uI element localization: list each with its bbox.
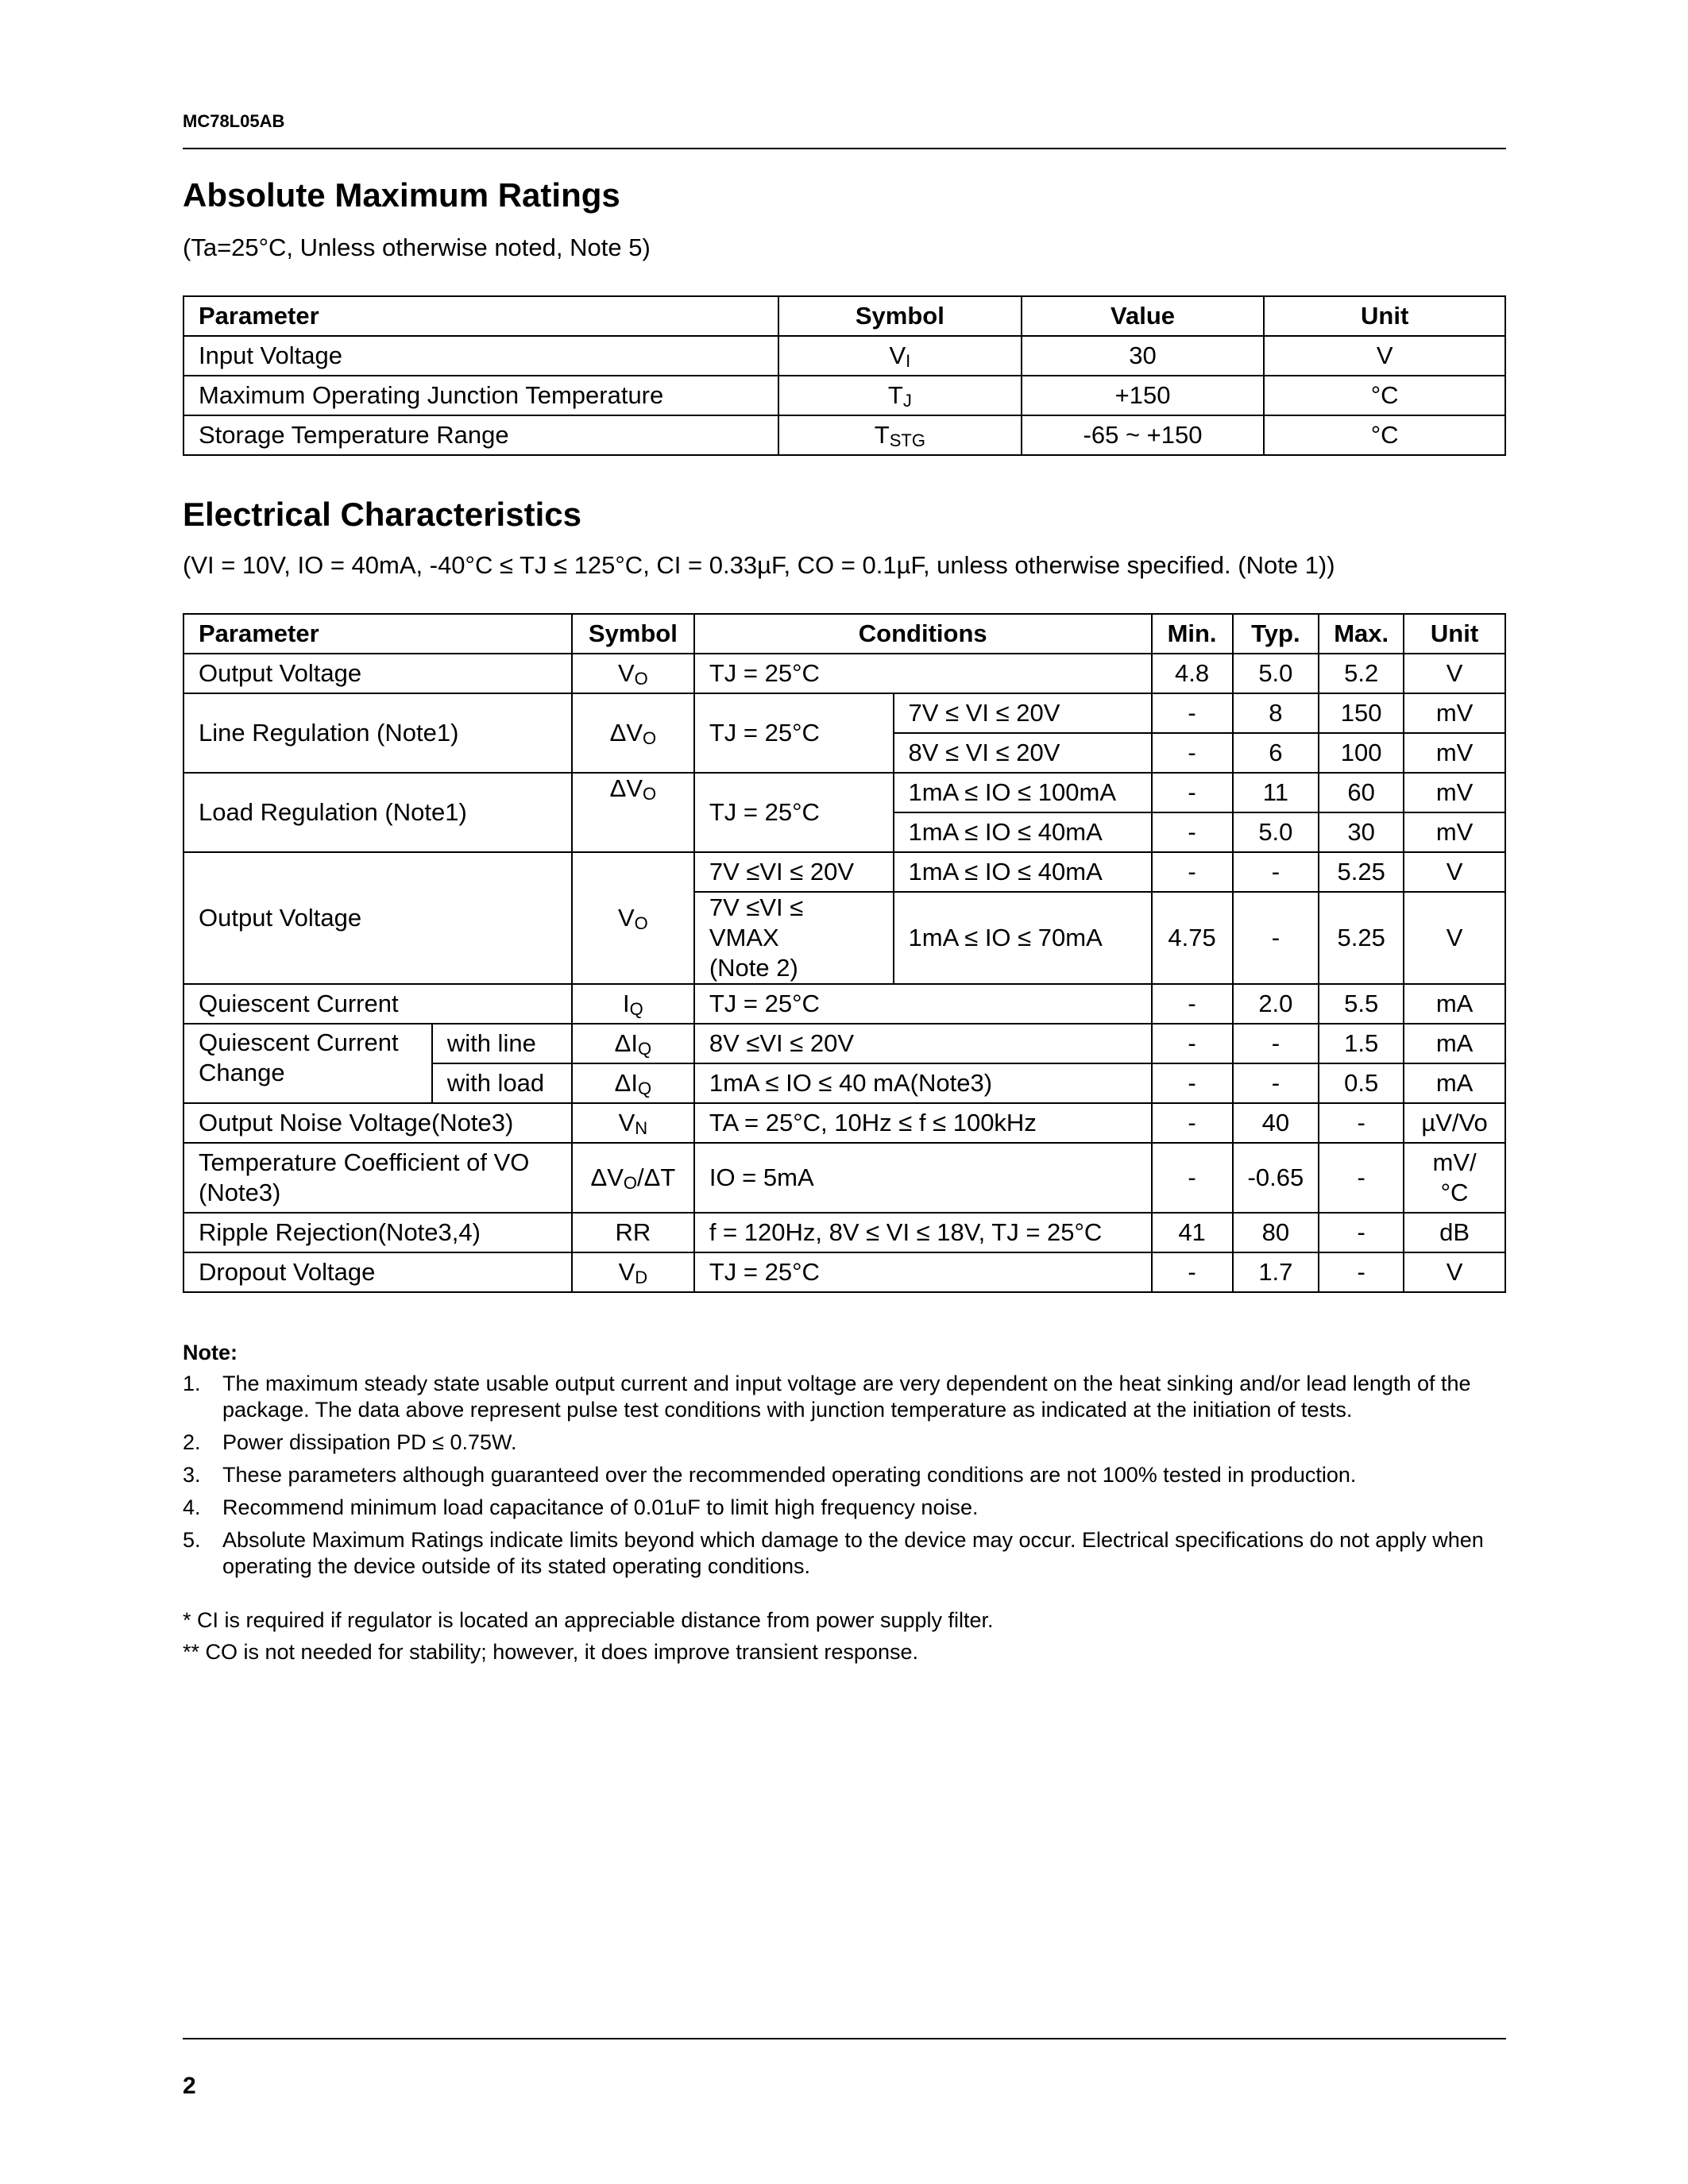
typ-cell: -0.65 (1233, 1143, 1319, 1213)
elec-subtitle: (VI = 10V, IO = 40mA, -40°C ≤ TJ ≤ 125°C, CI = 0.33µF, CO = 0.1µF, unless otherwise specified. (Note 1)) (183, 551, 1335, 579)
min-cell: - (1152, 733, 1233, 773)
typ-cell: - (1233, 892, 1319, 984)
note-item: 2. Power dissipation PD ≤ 0.75W. (183, 1430, 517, 1454)
param-cell: Temperature Coefficient of VO (Note3) (183, 1143, 572, 1213)
typ-cell: - (1233, 1024, 1319, 1063)
elec-table (183, 613, 1506, 1293)
col-header: Unit (1404, 614, 1505, 654)
cond-cell: TJ = 25°C (694, 654, 1152, 693)
cond-cell: f = 120Hz, 8V ≤ VI ≤ 18V, TJ = 25°C (694, 1213, 1152, 1252)
abs-max-subtitle: (Ta=25°C, Unless otherwise noted, Note 5) (183, 233, 651, 261)
table-row (183, 852, 1505, 892)
param-cell: Output Voltage (183, 852, 572, 984)
col-header: Conditions (694, 614, 1152, 654)
typ-cell: 40 (1233, 1103, 1319, 1143)
max-cell: - (1319, 1213, 1404, 1252)
typ-cell: 2.0 (1233, 984, 1319, 1024)
col-header: Symbol (778, 296, 1022, 336)
max-cell: - (1319, 1103, 1404, 1143)
value-cell: +150 (1022, 376, 1265, 415)
notes-list (183, 1371, 1506, 1586)
unit-cell: mV/°C (1404, 1143, 1505, 1213)
min-cell: - (1152, 1252, 1233, 1292)
param-cell: Ripple Rejection(Note3,4) (183, 1213, 572, 1252)
unit-cell: V (1264, 336, 1505, 376)
param-cell: Quiescent Current Change (183, 1024, 432, 1103)
cond-cell: TJ = 25°C (694, 773, 894, 852)
symbol-cell: $\Delta V_O/\Delta T$ (572, 1143, 694, 1213)
unit-cell: mA (1404, 1024, 1505, 1063)
typ-cell: 11 (1233, 773, 1319, 812)
param-cell: Quiescent Current (183, 984, 572, 1024)
max-cell: 5.25 (1319, 892, 1404, 984)
part-number-header: MC78L05AB (183, 111, 285, 131)
page-number: 2 (183, 2073, 196, 2099)
cond-cell: 7V ≤VI ≤ 20V (694, 852, 894, 892)
min-cell: - (1152, 1063, 1233, 1103)
cond-cell: 7V ≤VI ≤ VMAX (Note 2) (694, 892, 894, 984)
table-row (183, 1024, 1505, 1063)
unit-cell: mA (1404, 1063, 1505, 1103)
note-item: 5. Absolute Maximum Ratings indicate limits beyond which damage to the device may occur. Electrical specifications do not apply when operating the device outside of its stated operating conditions. (183, 1528, 1484, 1578)
cond-cell: TJ = 25°C (694, 693, 894, 773)
cond-cell: 1mA ≤ IO ≤ 40mA (894, 812, 1152, 852)
max-cell: 30 (1319, 812, 1404, 852)
cond-cell: 8V ≤VI ≤ 20V (694, 1024, 1152, 1063)
unit-cell: V (1404, 654, 1505, 693)
min-cell: - (1152, 693, 1233, 733)
typ-cell: 5.0 (1233, 654, 1319, 693)
cond-cell: 1mA ≤ IO ≤ 70mA (894, 892, 1152, 984)
param-cell: Line Regulation (Note1) (183, 693, 572, 773)
param-cell: Input Voltage (183, 336, 778, 376)
symbol-cell: $V_D$ (572, 1252, 694, 1292)
min-cell: - (1152, 812, 1233, 852)
max-cell: - (1319, 1252, 1404, 1292)
abs-max-title: Absolute Maximum Ratings (183, 176, 620, 214)
table-row (183, 336, 1505, 376)
cond-cell: 1mA ≤ IO ≤ 40mA (894, 852, 1152, 892)
param-cell: Dropout Voltage (183, 1252, 572, 1292)
table-row (183, 1252, 1505, 1292)
min-cell: - (1152, 1024, 1233, 1063)
symbol-cell: $\Delta V_O$ (572, 693, 694, 773)
typ-cell: 80 (1233, 1213, 1319, 1252)
cond-cell: 1mA ≤ IO ≤ 40 mA(Note3) (694, 1063, 1152, 1103)
min-cell: - (1152, 773, 1233, 812)
cond-cell: 7V ≤ VI ≤ 20V (894, 693, 1152, 733)
symbol-cell: $V_O$ (572, 852, 694, 984)
note-item: 4. Recommend minimum load capacitance of 0.01uF to limit high frequency noise. (183, 1495, 979, 1519)
max-cell: 100 (1319, 733, 1404, 773)
min-cell: 4.75 (1152, 892, 1233, 984)
sub-param-cell: with line (432, 1024, 572, 1063)
col-header: Value (1022, 296, 1265, 336)
cond-cell: 8V ≤ VI ≤ 20V (894, 733, 1152, 773)
symbol-cell: RR (572, 1213, 694, 1252)
elec-title: Electrical Characteristics (183, 496, 581, 533)
cond-cell: TJ = 25°C (694, 984, 1152, 1024)
col-header: Parameter (183, 296, 778, 336)
col-header: Unit (1264, 296, 1505, 336)
param-cell: Output Voltage (183, 654, 572, 693)
table-row (183, 773, 1505, 812)
param-cell: Load Regulation (Note1) (183, 773, 572, 852)
footer-rule (183, 2038, 1506, 2039)
min-cell: - (1152, 984, 1233, 1024)
table-header-row (183, 296, 1505, 336)
col-header: Typ. (1233, 614, 1319, 654)
unit-cell: mA (1404, 984, 1505, 1024)
typ-cell: - (1233, 852, 1319, 892)
symbol-cell: $\Delta I_Q$ (572, 1024, 694, 1063)
unit-cell: mV (1404, 693, 1505, 733)
value-cell: -65 ~ +150 (1022, 415, 1265, 455)
max-cell: 0.5 (1319, 1063, 1404, 1103)
table-row (183, 984, 1505, 1024)
table-row (183, 415, 1505, 455)
max-cell: 150 (1319, 693, 1404, 733)
max-cell: 1.5 (1319, 1024, 1404, 1063)
min-cell: - (1152, 852, 1233, 892)
unit-cell: V (1404, 892, 1505, 984)
symbol-cell: $V_N$ (572, 1103, 694, 1143)
cond-cell: 1mA ≤ IO ≤ 100mA (894, 773, 1152, 812)
table-row (183, 1213, 1505, 1252)
max-cell: 5.5 (1319, 984, 1404, 1024)
symbol-cell: $T_{STG}$ (778, 415, 1022, 455)
table-row (183, 1103, 1505, 1143)
min-cell: 4.8 (1152, 654, 1233, 693)
col-header: Max. (1319, 614, 1404, 654)
col-header: Parameter (183, 614, 572, 654)
table-row (183, 1143, 1505, 1213)
unit-cell: V (1404, 852, 1505, 892)
max-cell: 5.25 (1319, 852, 1404, 892)
unit-cell: µV/Vo (1404, 1103, 1505, 1143)
cond-cell: IO = 5mA (694, 1143, 1152, 1213)
param-cell: Output Noise Voltage(Note3) (183, 1103, 572, 1143)
unit-cell: mV (1404, 812, 1505, 852)
typ-cell: 1.7 (1233, 1252, 1319, 1292)
header-rule (183, 148, 1506, 149)
cond-cell: TJ = 25°C (694, 1252, 1152, 1292)
unit-cell: mV (1404, 733, 1505, 773)
symbol-cell: $\Delta V_O$ (572, 773, 694, 852)
max-cell: 5.2 (1319, 654, 1404, 693)
sub-param-cell: with load (432, 1063, 572, 1103)
note-item: 3. These parameters although guaranteed over the recommended operating conditions are not 100% tested in production. (183, 1463, 1357, 1487)
symbol-cell: $\Delta I_Q$ (572, 1063, 694, 1103)
param-cell: Storage Temperature Range (183, 415, 778, 455)
value-cell: 30 (1022, 336, 1265, 376)
param-cell: Maximum Operating Junction Temperature (183, 376, 778, 415)
symbol-cell: $I_Q$ (572, 984, 694, 1024)
table-row (183, 376, 1505, 415)
symbol-cell: $V_O$ (572, 654, 694, 693)
col-header: Min. (1152, 614, 1233, 654)
unit-cell: mV (1404, 773, 1505, 812)
max-cell: - (1319, 1143, 1404, 1213)
typ-cell: 5.0 (1233, 812, 1319, 852)
unit-cell: V (1404, 1252, 1505, 1292)
min-cell: - (1152, 1143, 1233, 1213)
footnote-ci: * CI is required if regulator is located an appreciable distance from power supply filter. (183, 1608, 994, 1632)
typ-cell: 6 (1233, 733, 1319, 773)
min-cell: - (1152, 1103, 1233, 1143)
note-item: 1. The maximum steady state usable output current and input voltage are very dependent on the heat sinking and/or lead length of the package. The data above represent pulse test conditions with junction temperature as indicated at the initiation of tests. (183, 1372, 1471, 1422)
typ-cell: 8 (1233, 693, 1319, 733)
notes-title: Note: (183, 1341, 238, 1364)
cond-cell: TA = 25°C, 10Hz ≤ f ≤ 100kHz (694, 1103, 1152, 1143)
max-cell: 60 (1319, 773, 1404, 812)
table-row (183, 693, 1505, 733)
symbol-cell: $T_J$ (778, 376, 1022, 415)
unit-cell: °C (1264, 415, 1505, 455)
symbol-cell: $V_I$ (778, 336, 1022, 376)
unit-cell: °C (1264, 376, 1505, 415)
table-row (183, 654, 1505, 693)
table-header-row (183, 614, 1505, 654)
min-cell: 41 (1152, 1213, 1233, 1252)
unit-cell: dB (1404, 1213, 1505, 1252)
abs-max-table (183, 295, 1506, 456)
typ-cell: - (1233, 1063, 1319, 1103)
col-header: Symbol (572, 614, 694, 654)
footnote-co: ** CO is not needed for stability; however, it does improve transient response. (183, 1640, 918, 1664)
